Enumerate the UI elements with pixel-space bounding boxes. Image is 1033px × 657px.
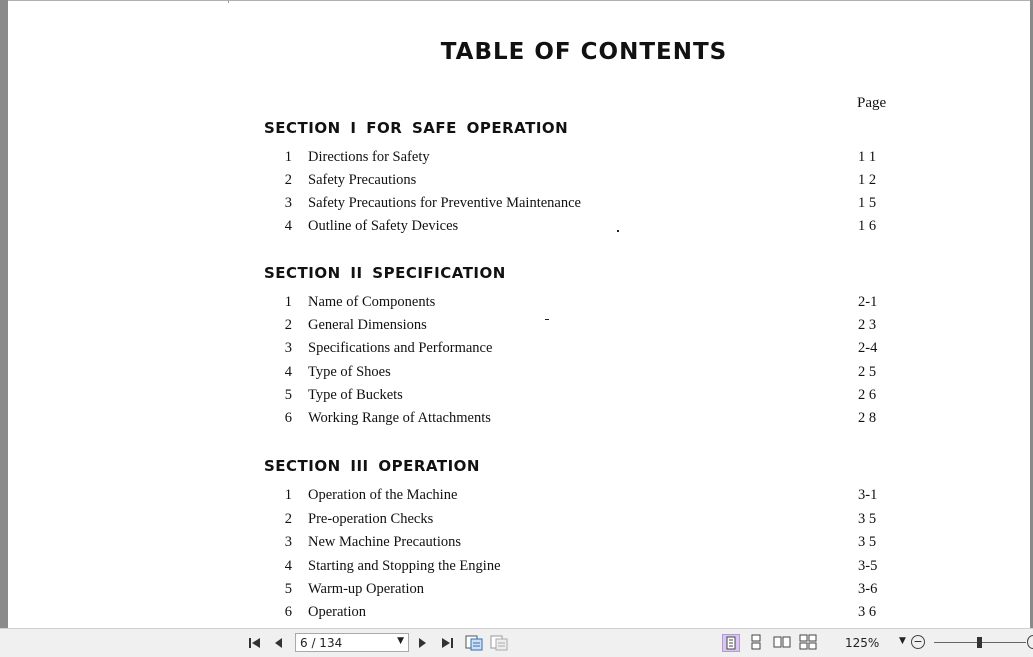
toc-entry[interactable] bbox=[280, 340, 900, 360]
zoom-slider-thumb[interactable] bbox=[977, 637, 982, 648]
entry-page: 1 5 bbox=[858, 195, 877, 211]
entry-number: 4 bbox=[284, 364, 292, 380]
entry-page: 2 5 bbox=[858, 364, 877, 380]
entry-title: Type of Shoes bbox=[308, 364, 391, 380]
toc-entry[interactable] bbox=[280, 218, 900, 238]
entry-page: 3-1 bbox=[858, 487, 878, 503]
fit-page-icon[interactable] bbox=[464, 634, 484, 652]
section-heading: SECTION I FOR SAFE OPERATION bbox=[264, 119, 569, 137]
entry-number: 6 bbox=[284, 604, 292, 620]
entry-title: Safety Precautions bbox=[308, 172, 417, 188]
entry-number: 5 bbox=[284, 387, 292, 403]
entry-title: General Dimensions bbox=[308, 317, 427, 333]
zoom-level[interactable]: 125% bbox=[845, 636, 880, 650]
entry-title: New Machine Precautions bbox=[308, 534, 462, 550]
entry-number: 5 bbox=[284, 581, 292, 597]
entry-page: 3 6 bbox=[858, 604, 877, 620]
entry-number: 3 bbox=[284, 534, 292, 550]
entry-title: Safety Precautions for Preventive Maintenance bbox=[308, 195, 581, 211]
document-title: TABLE OF CONTENTS bbox=[440, 39, 728, 65]
entry-number: 1 bbox=[284, 294, 292, 310]
entry-page: 1 6 bbox=[858, 218, 877, 234]
page-column-label: Page bbox=[857, 95, 887, 111]
viewer-toolbar bbox=[0, 628, 1033, 657]
zoom-in-icon[interactable] bbox=[1027, 635, 1033, 649]
toc-entry[interactable] bbox=[280, 317, 900, 337]
previous-page-icon[interactable] bbox=[270, 634, 288, 652]
toc-entry[interactable] bbox=[280, 604, 900, 624]
entry-page: 2-4 bbox=[858, 340, 878, 356]
zoom-out-icon[interactable]: − bbox=[911, 635, 925, 649]
document-page bbox=[8, 0, 1030, 629]
entry-title: Directions for Safety bbox=[308, 149, 430, 165]
scan-speck bbox=[545, 319, 549, 320]
entry-page: 3 5 bbox=[858, 511, 877, 527]
single-page-view-icon[interactable] bbox=[722, 634, 740, 652]
toc-entry[interactable] bbox=[280, 149, 900, 169]
entry-page: 2 6 bbox=[858, 387, 877, 403]
entry-number: 1 bbox=[284, 149, 292, 165]
entry-title: Starting and Stopping the Engine bbox=[308, 558, 501, 574]
last-page-icon[interactable] bbox=[438, 634, 456, 652]
entry-page: 3-5 bbox=[858, 558, 878, 574]
toc-entry[interactable] bbox=[280, 534, 900, 554]
entry-number: 3 bbox=[284, 340, 292, 356]
entry-page: 1 1 bbox=[858, 149, 877, 165]
entry-number: 6 bbox=[284, 410, 292, 426]
toc-entry[interactable] bbox=[280, 511, 900, 531]
toc-entry[interactable] bbox=[280, 364, 900, 384]
entry-title: Type of Buckets bbox=[308, 387, 403, 403]
entry-title: Specifications and Performance bbox=[308, 340, 493, 356]
entry-number: 4 bbox=[284, 558, 292, 574]
page-indicator: 6 / 134 bbox=[300, 635, 343, 650]
fit-width-icon[interactable] bbox=[489, 634, 509, 652]
entry-page: 2-1 bbox=[858, 294, 878, 310]
toc-entry[interactable] bbox=[280, 410, 900, 430]
entry-title: Operation bbox=[308, 604, 366, 620]
entry-title: Operation of the Machine bbox=[308, 487, 458, 503]
two-page-continuous-view-icon[interactable] bbox=[799, 634, 817, 652]
entry-number: 3 bbox=[284, 195, 292, 211]
entry-number: 1 bbox=[284, 487, 292, 503]
two-page-view-icon[interactable] bbox=[773, 634, 791, 652]
page-number-select[interactable] bbox=[295, 633, 409, 652]
entry-title: Pre-operation Checks bbox=[308, 511, 434, 527]
entry-page: 2 3 bbox=[858, 317, 877, 333]
toc-entry[interactable] bbox=[280, 294, 900, 314]
toc-entry[interactable] bbox=[280, 172, 900, 192]
continuous-view-icon[interactable] bbox=[748, 634, 766, 652]
entry-number: 4 bbox=[284, 218, 292, 234]
entry-page: 2 8 bbox=[858, 410, 877, 426]
page-edge-mark bbox=[228, 1, 229, 3]
first-page-icon[interactable] bbox=[246, 634, 264, 652]
toc-entry[interactable] bbox=[280, 487, 900, 507]
toc-entry[interactable] bbox=[280, 581, 900, 601]
next-page-icon[interactable] bbox=[413, 634, 431, 652]
entry-number: 2 bbox=[284, 172, 292, 188]
entry-page: 3 5 bbox=[858, 534, 877, 550]
entry-title: Outline of Safety Devices bbox=[308, 218, 459, 234]
toc-entry[interactable] bbox=[280, 195, 900, 215]
toc-entry[interactable] bbox=[280, 387, 900, 407]
entry-title: Working Range of Attachments bbox=[308, 410, 491, 426]
section-heading: SECTION II SPECIFICATION bbox=[264, 264, 506, 282]
entry-number: 2 bbox=[284, 511, 292, 527]
section-heading: SECTION III OPERATION bbox=[264, 457, 480, 475]
entry-page: 3-6 bbox=[858, 581, 878, 597]
zoom-dropdown-icon[interactable]: ▼ bbox=[899, 636, 906, 646]
entry-title: Name of Components bbox=[308, 294, 436, 310]
entry-title: Warm-up Operation bbox=[308, 581, 424, 597]
scan-speck bbox=[617, 230, 619, 232]
chevron-down-icon: ▼ bbox=[397, 636, 404, 646]
toc-entry[interactable] bbox=[280, 558, 900, 578]
entry-page: 1 2 bbox=[858, 172, 877, 188]
entry-number: 2 bbox=[284, 317, 292, 333]
